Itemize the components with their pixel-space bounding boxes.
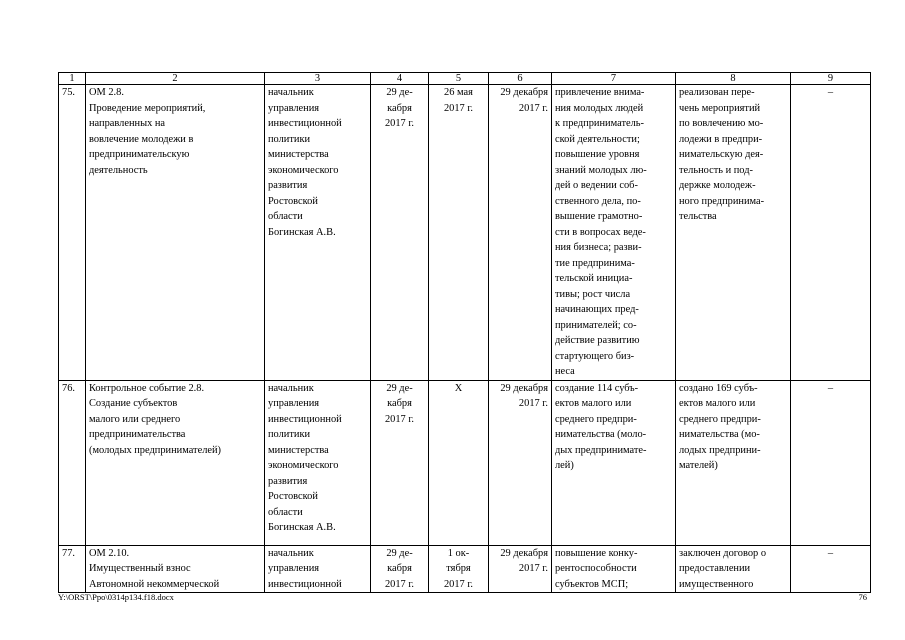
actual-result: заключен договор о предоставлении имущественного xyxy=(676,545,791,593)
expected-result: повышение конку- рентоспособности субъектов МСП; xyxy=(552,545,676,593)
column-number-6: 6 xyxy=(489,73,552,85)
actual-result: создано 169 субъ- ектов малого или среднего предпри- нимательства (мо- лодых предприни- мателей) xyxy=(676,380,791,545)
responsible-person: начальник управления инвестиционной политики министерства экономического развития Ростовской области Богинская А.В. xyxy=(265,380,371,545)
end-date: 29 декабря 2017 г. xyxy=(489,545,552,593)
column-number-3: 3 xyxy=(265,73,371,85)
column-number-4: 4 xyxy=(371,73,429,85)
responsible-person: начальник управления инвестиционной политики министерства экономического развития Ростовской области Богинская А.В. xyxy=(265,85,371,381)
end-date: 29 декабря 2017 г. xyxy=(489,85,552,381)
planned-date: 29 де- кабря 2017 г. xyxy=(371,545,429,593)
column-number-7: 7 xyxy=(552,73,676,85)
event-name: ОМ 2.8. Проведение мероприятий, направленных на вовлечение молодежи в предпринимательскую деятельность xyxy=(86,85,265,381)
column-number-5: 5 xyxy=(429,73,489,85)
column-number-2: 2 xyxy=(86,73,265,85)
planned-date: 29 де- кабря 2017 г. xyxy=(371,380,429,545)
row-number: 76. xyxy=(59,380,86,545)
event-name: Контрольное событие 2.8. Создание субъектов малого или среднего предпринимательства (молодых предпринимателей) xyxy=(86,380,265,545)
planned-date: 29 де- кабря 2017 г. xyxy=(371,85,429,381)
note: – xyxy=(791,545,871,593)
column-number-1: 1 xyxy=(59,73,86,85)
column-number-9: 9 xyxy=(791,73,871,85)
start-date: 1 ок- тября 2017 г. xyxy=(429,545,489,593)
start-date: Х xyxy=(429,380,489,545)
report-table xyxy=(58,72,871,593)
actual-result: реализован пере- чень мероприятий по вовлечению мо- лодежи в предпри- нимательскую дея- тельность и под- держке молодеж- ного предпринима- тельства xyxy=(676,85,791,381)
table-row xyxy=(59,380,871,545)
expected-result: привлечение внима- ния молодых людей к предприниматель- ской деятельности; повышение уровня знаний молодых лю- дей о ведении соб- ственного дела, по- вышение грамотно- сти в вопросах веде- ния бизнеса; разви- тие предпринима- тельской инициа- тивы; рост числа начинающих пред- принимателей; со- действие развитию стартующего биз- неса xyxy=(552,85,676,381)
event-name: ОМ 2.10. Имущественный взнос Автономной некоммерческой xyxy=(86,545,265,593)
start-date: 26 мая 2017 г. xyxy=(429,85,489,381)
expected-result: создание 114 субъ- ектов малого или среднего предпри- нимательства (моло- дых предпринимате- лей) xyxy=(552,380,676,545)
responsible-person: начальник управления инвестиционной xyxy=(265,545,371,593)
note: – xyxy=(791,380,871,545)
table-row xyxy=(59,85,871,381)
document-path: Y:\ORST\Ppo\0314p134.f18.docx xyxy=(58,592,174,602)
column-number-row xyxy=(59,73,871,85)
table-row xyxy=(59,545,871,593)
end-date: 29 декабря 2017 г. xyxy=(489,380,552,545)
column-number-8: 8 xyxy=(676,73,791,85)
note: – xyxy=(791,85,871,381)
row-number: 75. xyxy=(59,85,86,381)
page-number: 76 xyxy=(858,592,867,602)
row-number: 77. xyxy=(59,545,86,593)
